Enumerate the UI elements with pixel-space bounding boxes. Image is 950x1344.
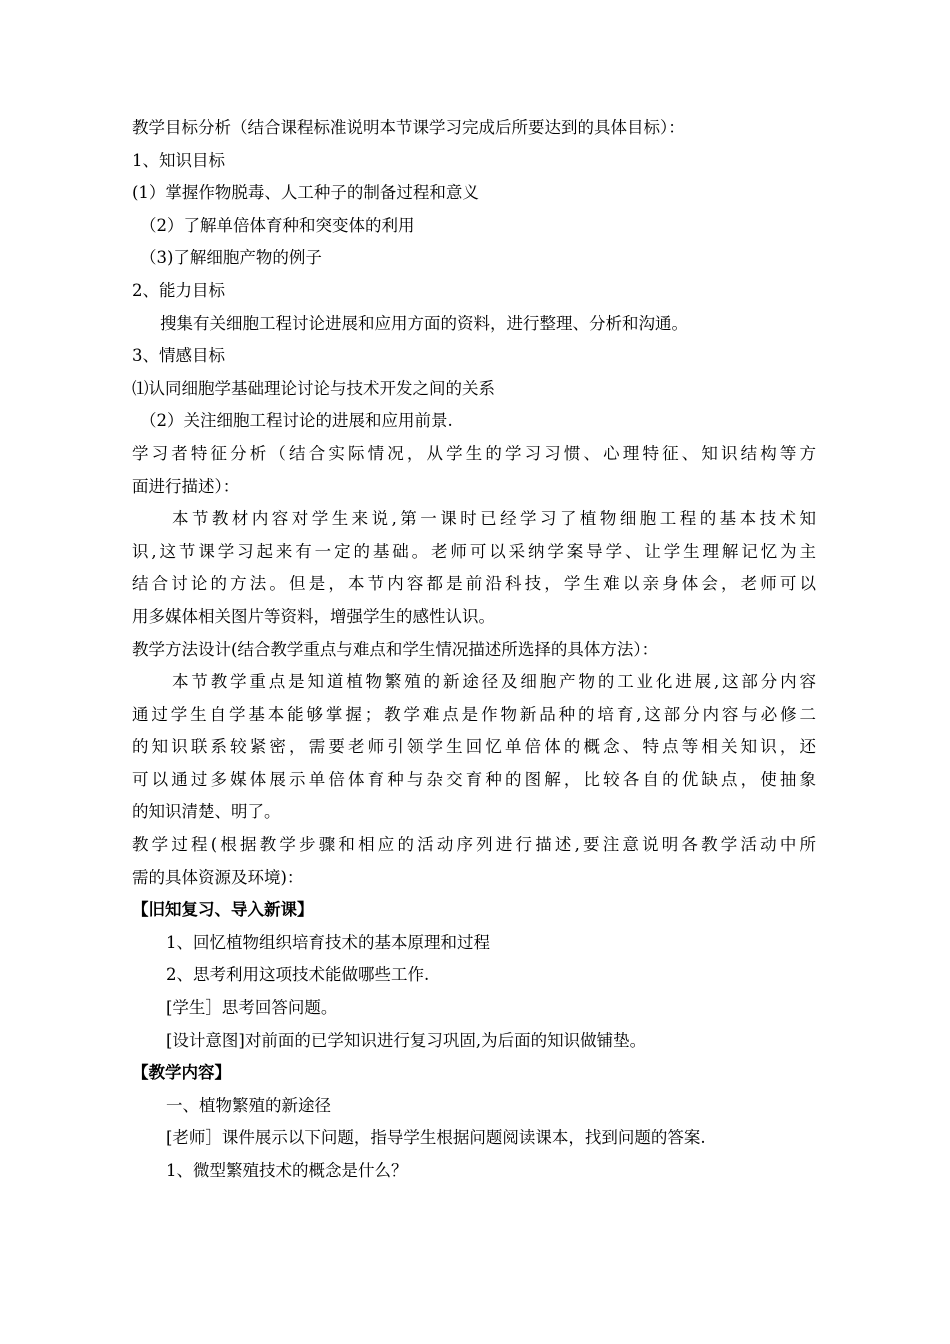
emotion-goal-item: ⑴认同细胞学基础理论讨论与技术开发之间的关系 bbox=[132, 378, 495, 398]
paragraph-line: 结合讨论的方法。但是，本节内容都是前沿科技，学生难以亲身体会，老师可以 bbox=[132, 574, 816, 594]
content-subheading: 一、植物繁殖的新途径 bbox=[166, 1095, 331, 1115]
paragraph-line: 的知识清楚、明了。 bbox=[132, 802, 281, 822]
student-note: [学生］思考回答问题。 bbox=[166, 998, 338, 1018]
section-heading-teaching-process-cont: 需的具体资源及环境)： bbox=[132, 867, 304, 887]
teacher-note: [老师］课件展示以下问题，指导学生根据问题阅读课本，找到问题的答案. bbox=[166, 1128, 706, 1148]
paragraph-line: 可以通过多媒体展示单倍体育种与杂交育种的图解，比较各自的优缺点，使抽象 bbox=[132, 769, 816, 789]
paragraph-line: 识,这节课学习起来有一定的基础。老师可以采纳学案导学、让学生理解记忆为主 bbox=[132, 541, 816, 561]
paragraph-line: 本节教学重点是知道植物繁殖的新途径及细胞产物的工业化进展,这部分内容 bbox=[172, 672, 816, 692]
section-heading-method-design: 教学方法设计(结合教学重点与难点和学生情况描述所选择的具体方法）： bbox=[132, 639, 659, 659]
bold-heading-review: 【旧知复习、导入新课】 bbox=[132, 900, 314, 920]
design-intent-note: [设计意图]对前面的已学知识进行复习巩固,为后面的知识做铺垫。 bbox=[166, 1030, 647, 1050]
question-item: 1、微型繁殖技术的概念是什么？ bbox=[166, 1161, 408, 1180]
section-heading-teaching-goals: 教学目标分析（结合课程标准说明本节课学习完成后所要达到的具体目标）： bbox=[132, 118, 685, 137]
section-heading-teaching-process: 教学过程(根据教学步骤和相应的活动序列进行描述,要注意说明各教学活动中所 bbox=[132, 835, 816, 855]
paragraph-line: 通过学生自学基本能够掌握；教学难点是作物新品种的培育,这部分内容与必修二 bbox=[132, 704, 816, 724]
knowledge-goal-item: （2）了解单倍体育种和突变体的利用 bbox=[140, 215, 415, 235]
review-item: 1、回忆植物组织培育技术的基本原理和过程 bbox=[166, 932, 490, 952]
knowledge-goal-heading: 1、知识目标 bbox=[132, 150, 225, 170]
ability-goal-text: 搜集有关细胞工程讨论进展和应用方面的资料，进行整理、分析和沟通。 bbox=[160, 313, 688, 333]
knowledge-goal-item: （3)了解细胞产物的例子 bbox=[140, 248, 322, 268]
section-heading-learner-analysis: 学习者特征分析（结合实际情况，从学生的学习习惯、心理特征、知识结构等方 bbox=[132, 443, 816, 463]
knowledge-goal-item: (1）掌握作物脱毒、人工种子的制备过程和意义 bbox=[132, 183, 479, 203]
emotion-goal-item: （2）关注细胞工程讨论的进展和应用前景. bbox=[140, 411, 453, 431]
paragraph-line: 本节教材内容对学生来说,第一课时已经学习了植物细胞工程的基本技术知 bbox=[172, 509, 816, 529]
review-item: 2、思考利用这项技术能做哪些工作. bbox=[166, 965, 430, 985]
paragraph-line: 的知识联系较紧密，需要老师引领学生回忆单倍体的概念、特点等相关知识，还 bbox=[132, 737, 816, 757]
emotion-goal-heading: 3、情感目标 bbox=[132, 346, 225, 366]
paragraph-line: 用多媒体相关图片等资料，增强学生的感性认识。 bbox=[132, 606, 495, 626]
document-page bbox=[132, 112, 816, 1188]
bold-heading-content: 【教学内容】 bbox=[132, 1063, 231, 1083]
ability-goal-heading: 2、能力目标 bbox=[132, 280, 225, 300]
section-heading-learner-analysis-cont: 面进行描述）： bbox=[132, 476, 240, 496]
